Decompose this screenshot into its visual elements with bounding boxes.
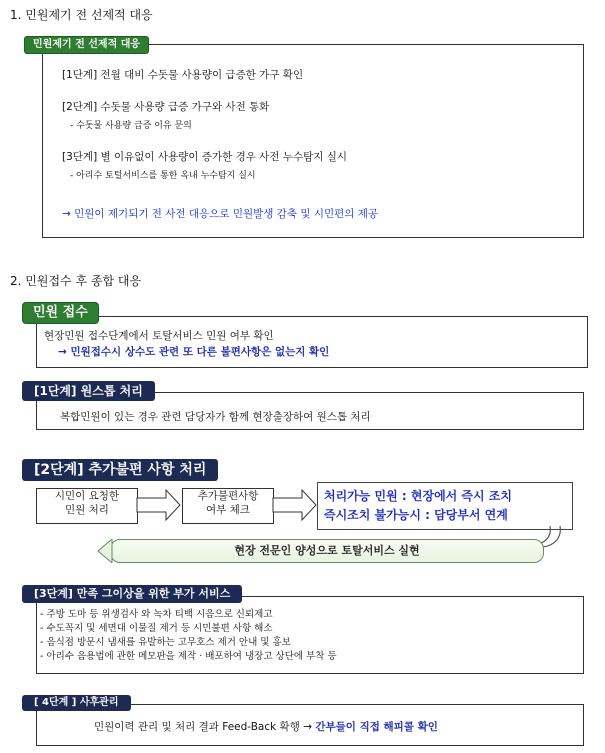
- stage2-tab: [2단계] 추가불편 사항 처리: [22, 459, 218, 481]
- receipt-line2: → 민원접수시 상수도 관련 또 다른 불편사항은 없는지 확인: [58, 346, 330, 358]
- stage2-result2: 즉시조치 불가능시 : 담당부서 연계: [324, 508, 508, 522]
- stage2-box1-line2: 민원 처리: [65, 504, 109, 516]
- stage2-box2-line1: 추가불편사항: [197, 490, 259, 502]
- s1-step2: [2단계] 수돗물 사용량 급증 가구와 사전 통화: [62, 101, 270, 113]
- stage2-box2: [182, 488, 274, 524]
- stage2-result-box: [317, 482, 573, 530]
- s1-result: → 민원이 제기되기 전 사전 대응으로 민원발생 감축 및 시민편의 제공: [62, 208, 379, 220]
- s1-step2-sub: - 수돗물 사용량 급증 이유 문의: [70, 121, 192, 131]
- stage4-text: 민원이력 관리 및 처리 결과 Feed-Back 확행: [94, 721, 300, 733]
- stage3-item-4: - 아리수 음용법에 관한 메모판을 제작 · 배포하여 냉장고 상단에 부착 등: [40, 651, 337, 662]
- stage4-tab: [ 4단계 ] 사후관리: [22, 695, 131, 711]
- receipt-tab: 민원 접수: [22, 302, 99, 324]
- stage4-emph: 간부들이 직접 해피콜 확인: [315, 721, 438, 733]
- stage1-tab: [1단계] 원스톱 처리: [22, 381, 155, 401]
- stage3-tab: [3단계] 만족 그이상을 위한 부가 서비스: [22, 585, 242, 603]
- stage2-banner: 현장 전문인 양성으로 토탈서비스 실현: [110, 539, 544, 563]
- stage2-arrow1: [136, 488, 182, 522]
- receipt-line1: 현장민원 접수단계에서 토탈서비스 민원 여부 확인: [44, 330, 274, 342]
- stage2-box1-line1: 시민이 요청한: [54, 490, 120, 502]
- stage3-item-1: - 주방 도마 등 위생검사 와 녹차 티백 시음으로 신뢰제고: [40, 609, 273, 620]
- s1-step3-sub: - 아리수 토털서비스를 통한 옥내 누수탐지 실시: [70, 171, 256, 181]
- stage3-item-2: - 수도꼭지 및 세면대 이물질 제거 등 시민불편 사항 해소: [40, 623, 273, 634]
- banner-arrow-icon: [97, 539, 113, 563]
- stage2-result1: 처리가능 민원 : 현장에서 즉시 조치: [324, 489, 512, 503]
- s1-step3: [3단계] 별 이유없이 사용량이 증가한 경우 사전 누수탐지 실시: [62, 151, 348, 163]
- stage2-box2-line2: 여부 체크: [206, 504, 250, 516]
- stage2-box1: [36, 488, 138, 524]
- stage2-arrow2: [272, 488, 318, 522]
- s1-step1: [1단계] 전월 대비 수돗물 사용량이 급증한 가구 확인: [62, 69, 304, 81]
- stage4-arrow: →: [303, 721, 312, 733]
- section1-heading: 1. 민원제기 전 선제적 대응: [10, 8, 153, 22]
- stage4-line: [94, 720, 438, 734]
- section2-heading: 2. 민원접수 후 종합 대응: [10, 274, 142, 288]
- stage1-text: 복합민원이 있는 경우 관련 담당자가 함께 현장출장하여 원스톱 처리: [60, 411, 371, 423]
- section1-tab: 민원제기 전 선제적 대응: [24, 36, 149, 54]
- stage3-item-3: - 음식점 방문시 냄새를 유발하는 고무호스 제거 안내 및 홍보: [40, 637, 291, 648]
